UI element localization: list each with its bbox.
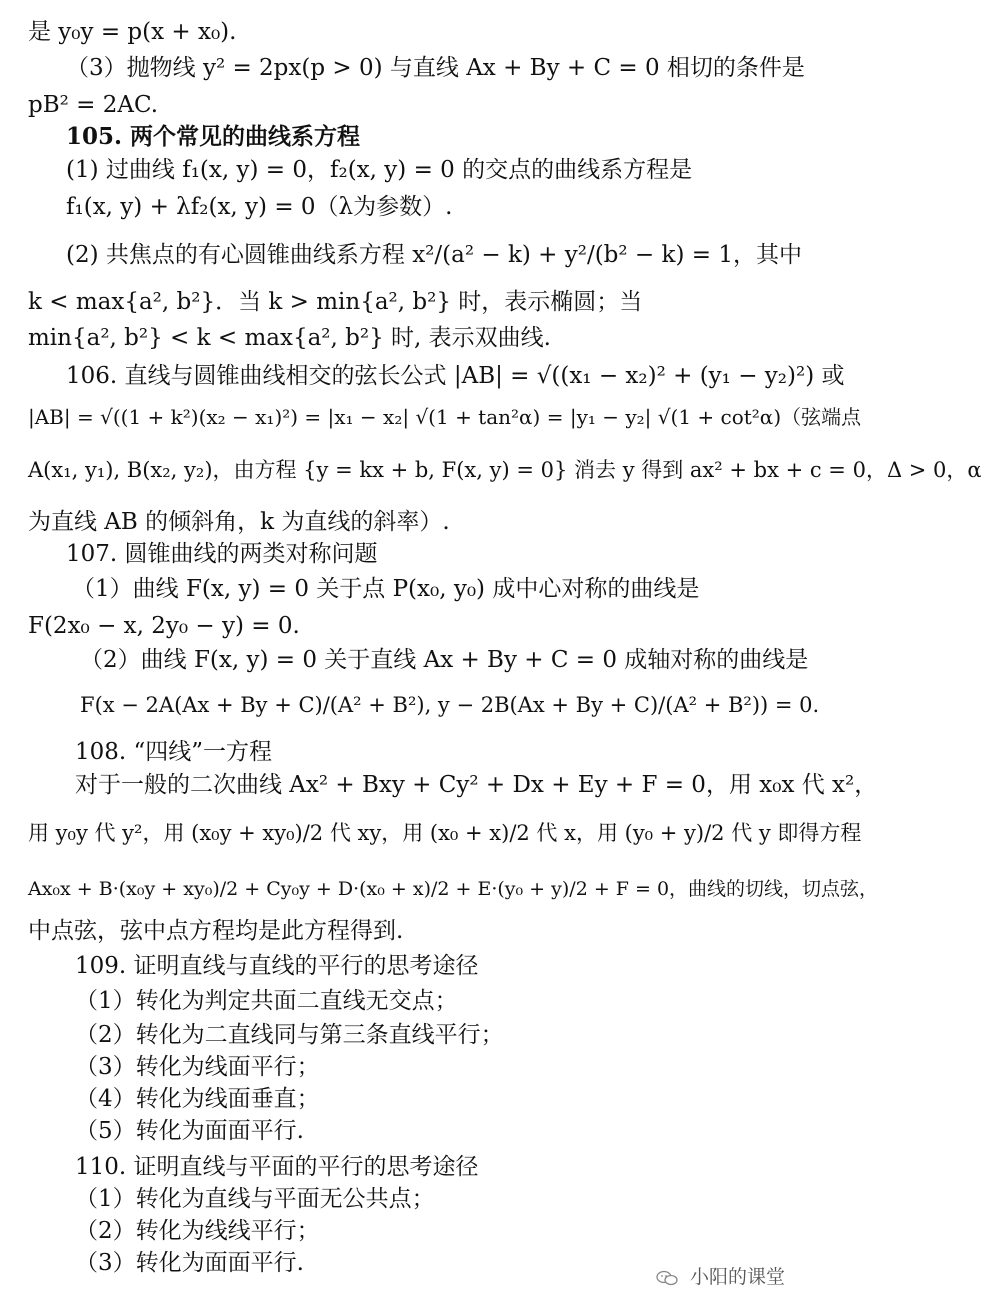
section-heading: 108. “四线”一方程 xyxy=(75,739,273,765)
list-item: （5）转化为面面平行. xyxy=(75,1118,304,1144)
section-heading: 106. 直线与圆锥曲线相交的弦长公式 |AB| = √((x₁ − x₂)² + (y₁ − y₂)²) 或 xyxy=(66,363,845,389)
text-line: （1）曲线 F(x, y) = 0 关于点 P(x₀, y₀) 成中心对称的曲线是 xyxy=(72,576,700,602)
text-line: k < max{a², b²}．当 k > min{a², b²} 时，表示椭圆；当 xyxy=(28,289,643,315)
list-item: （2）转化为二直线同与第三条直线平行； xyxy=(75,1022,504,1048)
text-line: 是 y₀y = p(x + x₀). xyxy=(28,19,237,45)
text-line: pB² = 2AC. xyxy=(28,92,159,118)
section-heading: 109. 证明直线与直线的平行的思考途径 xyxy=(75,953,479,979)
list-item: （2）转化为线线平行； xyxy=(75,1218,320,1244)
text-line: 用 y₀y 代 y²，用 (x₀y + xy₀)/2 代 xy，用 (x₀ + x)/2 代 x，用 (y₀ + y)/2 代 y 即得方程 xyxy=(28,821,862,845)
text-line: (1) 过曲线 f₁(x, y) = 0，f₂(x, y) = 0 的交点的曲线系方程是 xyxy=(66,157,693,183)
text-line: min{a², b²} < k < max{a², b²} 时, 表示双曲线. xyxy=(28,325,551,351)
wechat-icon xyxy=(656,1270,678,1286)
text-line: （2）曲线 F(x, y) = 0 关于直线 Ax + By + C = 0 成轴对称的曲线是 xyxy=(80,647,809,673)
text-line: 为直线 AB 的倾斜角，k 为直线的斜率）. xyxy=(28,509,450,535)
list-item: （1）转化为直线与平面无公共点； xyxy=(75,1186,435,1212)
section-heading: 107. 圆锥曲线的两类对称问题 xyxy=(66,541,378,567)
text-line: 对于一般的二次曲线 Ax² + Bxy + Cy² + Dx + Ey + F = 0，用 x₀x 代 x²， xyxy=(75,772,878,798)
list-item: （3）转化为线面平行； xyxy=(75,1054,320,1080)
text-line: f₁(x, y) + λf₂(x, y) = 0（λ为参数）. xyxy=(66,194,453,220)
text-line: (2) 共焦点的有心圆锥曲线系方程 x²/(a² − k) + y²/(b² − k) = 1，其中 xyxy=(66,242,802,268)
watermark xyxy=(656,1262,785,1289)
text-line: 中点弦，弦中点方程均是此方程得到. xyxy=(28,918,404,944)
list-item: （1）转化为判定共面二直线无交点； xyxy=(75,988,458,1014)
text-line: A(x₁, y₁), B(x₂, y₂)，由方程 {y = kx + b, F(x, y) = 0} 消去 y 得到 ax² + bx + c = 0，Δ > 0，α xyxy=(28,458,982,482)
list-item: （4）转化为线面垂直； xyxy=(75,1086,320,1112)
list-item: （3）转化为面面平行. xyxy=(75,1250,304,1276)
text-line: |AB| = √((1 + k²)(x₂ − x₁)²) = |x₁ − x₂| √(1 + tan²α) = |y₁ − y₂| √(1 + cot²α)（弦端点 xyxy=(28,405,862,429)
watermark-text: 小阳的课堂 xyxy=(689,1266,785,1288)
text-line: （3）抛物线 y² = 2px(p > 0) 与直线 Ax + By + C = 0 相切的条件是 xyxy=(66,55,805,81)
text-line: Ax₀x + B·(x₀y + xy₀)/2 + Cy₀y + D·(x₀ + x)/2 + E·(y₀ + y)/2 + F = 0，曲线的切线，切点弦， xyxy=(28,878,879,900)
text-line: F(2x₀ − x, 2y₀ − y) = 0. xyxy=(28,613,300,639)
section-heading: 105. 两个常见的曲线系方程 xyxy=(66,123,361,150)
section-heading: 110. 证明直线与平面的平行的思考途径 xyxy=(75,1154,479,1180)
text-line: F(x − 2A(Ax + By + C)/(A² + B²), y − 2B(Ax + By + C)/(A² + B²)) = 0. xyxy=(80,693,820,717)
